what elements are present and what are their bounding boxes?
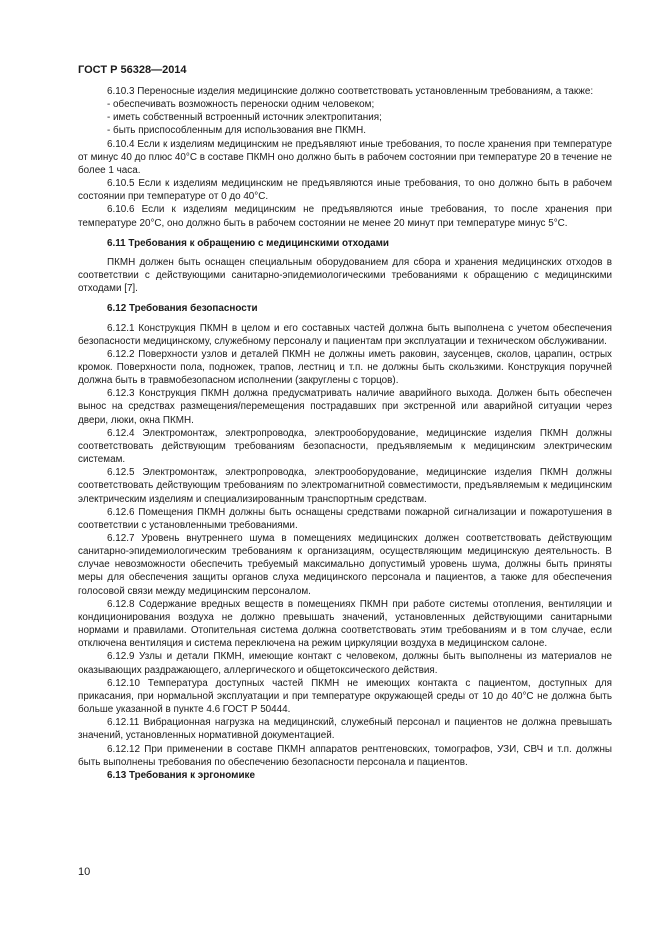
paragraph-6-12-1: 6.12.1 Конструкция ПКМН в целом и его составных частей должна быть выполнена с учетом обеспечения безопасности медицинскому, служебному персоналу и пациентам при эксплуатации и техническом обслуживании. [78,322,612,347]
page-number: 10 [78,866,91,878]
paragraph-6-12-12: 6.12.12 При применении в составе ПКМН аппаратов рентгеновских, томографов, УЗИ, СВЧ и т.п. должны быть выполнены требования по обеспечению безопасности персонала и пациентов. [78,743,612,768]
paragraph-6-12-8: 6.12.8 Содержание вредных веществ в помещениях ПКМН при работе системы отопления, вентиляции и кондиционирования воздуха не должно превышать значений, установленных действующими санитарными нормами и правилами. Отопительная система должна соответствовать этим требованиям и в том случае, если отключена вентиляция и система переключена на режим циркуляции воздуха в медицинском салоне. [78,598,612,650]
paragraph-6-12-4: 6.12.4 Электромонтаж, электропроводка, электрооборудование, медицинские изделия ПКМН должны соответствовать действующим требованиям безопасности, предъявляемым к медицинским электрическим системам. [78,427,612,466]
paragraph-6-12-2: 6.12.2 Поверхности узлов и деталей ПКМН не должны иметь раковин, заусенцев, сколов, царапин, острых кромок. Поверхности пола, подножек, трапов, лестниц и т.п. не должны быть скользкими. Конструкция поручней должна быть в травмобезопасном исполнении (закруглены с торцов). [78,348,612,387]
section-heading-6-11: 6.11 Требования к обращению с медицинскими отходами [107,237,389,249]
paragraph-6-11: ПКМН должен быть оснащен специальным оборудованием для сбора и хранения медицинских отходов в соответствии с действующими санитарно-эпидемиологическими требованиями к обращению с медицинскими отходами [7]. [78,256,612,295]
document-header: ГОСТ Р 56328—2014 [78,64,187,76]
document-body [78,85,612,782]
paragraph-6-12-7: 6.12.7 Уровень внутреннего шума в помещениях медицинских должен соответствовать действующим санитарно-эпидемиологическим требованиям к организациям, осуществляющим медицинскую деятельность. В случае невозможности обеспечить требуемый максимально допустимый уровень шума, должны быть приняты меры для обеспечения защиты органов слуха медицинского персонала и пациентов, а также для обеспечения голосовой связи между медицинским персоналом. [78,533,612,597]
paragraph-6-12-11: 6.12.11 Вибрационная нагрузка на медицинский, служебный персонал и пациентов не должна превышать значений, установленных нормативной документацией. [78,717,612,742]
paragraph-6-12-3: 6.12.3 Конструкция ПКМН должна предусматривать наличие аварийного выхода. Должен быть обеспечен вынос на средствах размещения/перемещения пострадавших при экстренной или аварийной ситуации через двери, люки, окна ПКМН. [78,388,612,426]
paragraph-6-10-6: 6.10.6 Если к изделиям медицинским не предъявляются иные требования, то после хранения при температуре 20°С, оно должно быть в рабочем состоянии не менее 20 минут при температуре минус 5°С. [78,204,612,229]
list-item: - быть приспособленным для использования вне ПКМН. [107,125,366,137]
paragraph-6-12-10: 6.12.10 Температура доступных частей ПКМН не имеющих контакта с пациентом, доступных для прикасания, при нормальной эксплуатации и при температуре окружающей среды от 10 до 40°С не должна быть больше указанной в пункте 4.6 ГОСТ Р 50444. [78,677,612,716]
list-item: - обеспечивать возможность переноски одним человеком; [107,99,375,111]
list-item: - иметь собственный встроенный источник электропитания; [107,112,382,124]
paragraph-6-10-4: 6.10.4 Если к изделиям медицинским не предъявляют иные требования, то после хранения при температуре от минус 40 до плюс 40°С в составе ПКМН оно должно быть в рабочем состоянии при температуре 20 в течение не более 1 часа. [78,138,612,176]
paragraph-6-12-6: 6.12.6 Помещения ПКМН должны быть оснащены средствами пожарной сигнализации и пожаротушения в соответствии с установленными требованиями. [78,506,612,531]
paragraph-6-12-5: 6.12.5 Электромонтаж, электропроводка, электрооборудование, медицинские изделия ПКМН должны соответствовать действующим требованиям по электромагнитной совместимости, предъявляемым к медицинским электрическим изделиям и специализированным транспортным средствам. [78,467,612,505]
section-heading-6-12: 6.12 Требования безопасности [107,303,258,315]
section-heading-6-13: 6.13 Требования к эргономике [107,769,255,781]
paragraph-6-10-5: 6.10.5 Если к изделиям медицинским не предъявляются иные требования, то оно должно быть в рабочем состоянии при температуре от 0 до 40°С. [78,178,612,203]
paragraph-6-12-9: 6.12.9 Узлы и детали ПКМН, имеющие контакт с человеком, должны быть выполнены из материалов не оказывающих раздражающего, аллергического и общетоксического действия. [78,651,612,676]
paragraph-6-10-3: 6.10.3 Переносные изделия медицинские должно соответствовать установленным требованиям, а также: [107,86,594,97]
